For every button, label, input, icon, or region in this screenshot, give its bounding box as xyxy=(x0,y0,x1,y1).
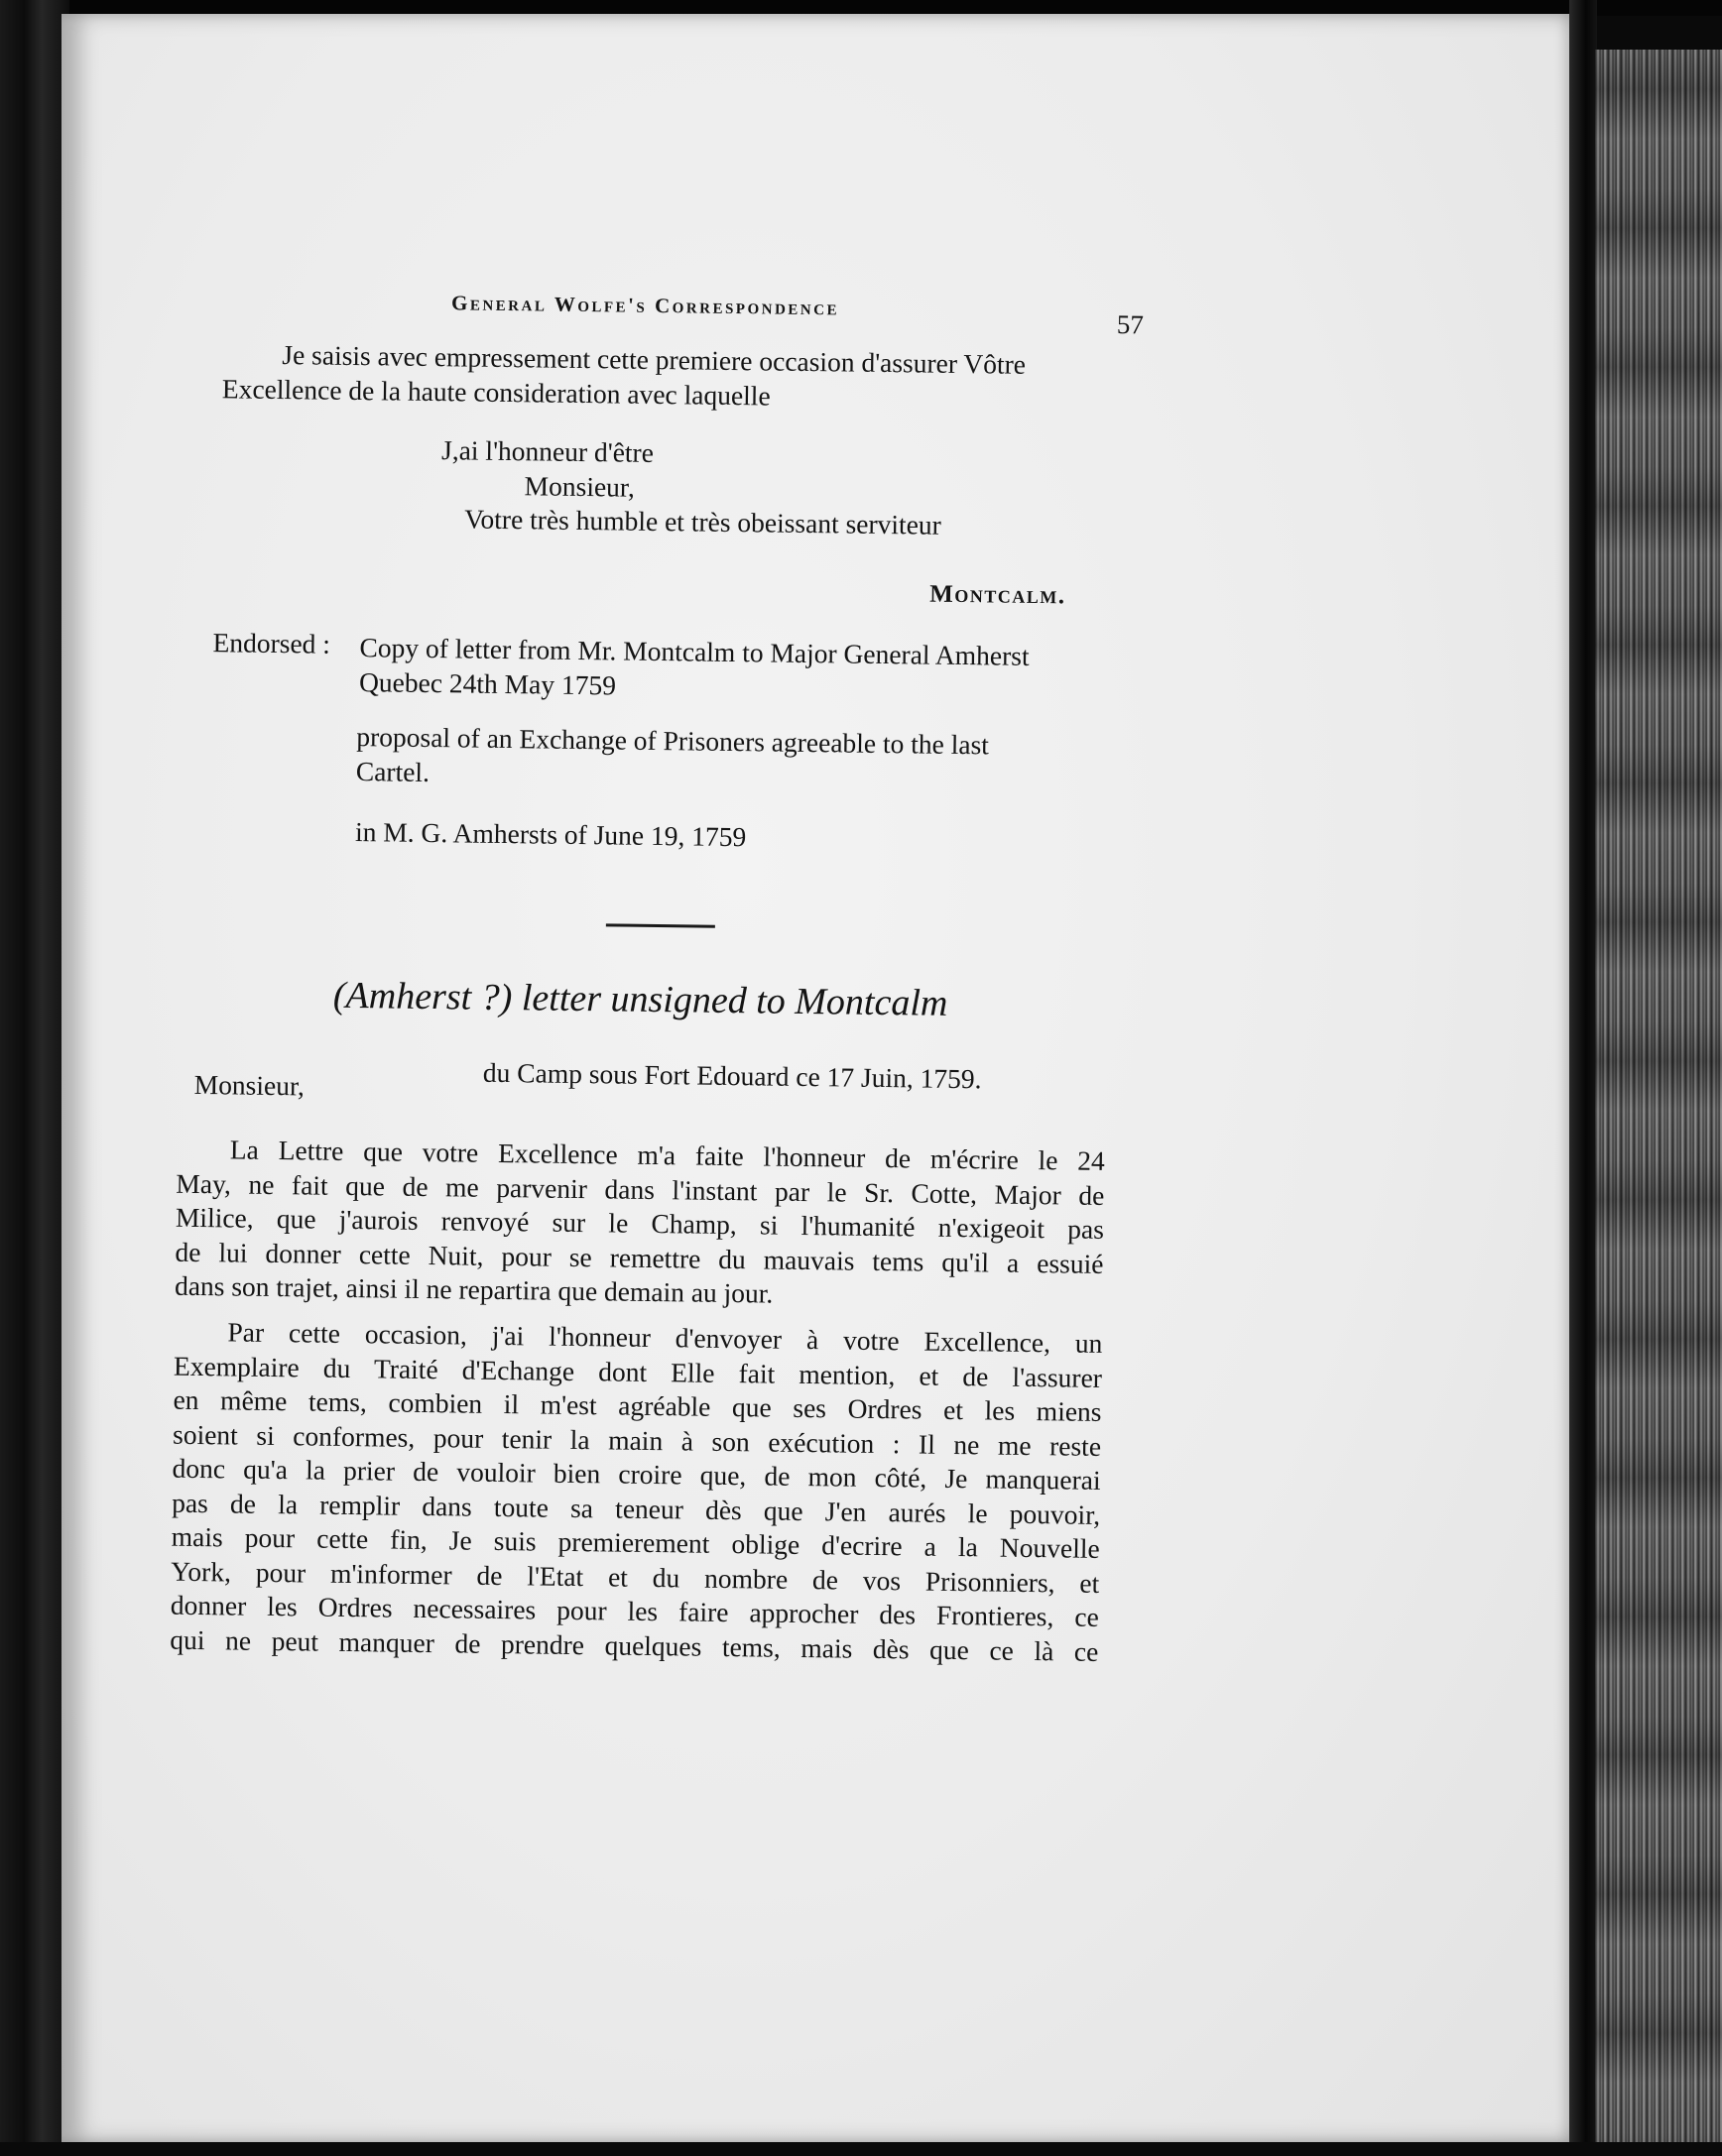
section-divider xyxy=(606,923,715,927)
endorsement-line: Copy of letter from Mr. Montcalm to Major General Amherst xyxy=(359,632,1030,671)
body-paragraph-1 xyxy=(175,1133,1105,1316)
body-line: La Lettre que votre Excellence m'a faite l'honneur de m'écrire le 24 xyxy=(229,1134,1106,1176)
body-line: soient si conformes, pour tenir la main à son exécution : Il ne me reste xyxy=(172,1418,1102,1462)
body-line: en même tems, combien il m'est agréable que ses Ordres et les miens xyxy=(173,1383,1102,1427)
closing-paragraph xyxy=(222,337,1146,418)
closing-formula-line: Votre très humble et très obeissant serviteur xyxy=(464,503,942,540)
body-line: donc qu'a la prier de vouloir bien croire que, de mon côté, Je manquerai xyxy=(172,1452,1101,1496)
endorsement-line: proposal of an Exchange of Prisoners agreeable to the last xyxy=(356,721,990,761)
endorsement-line: in M. G. Amhersts of June 19, 1759 xyxy=(354,816,747,853)
body-line: Milice, que j'aurois renvoyé sur le Champ, si l'humanité n'exigeoit pas xyxy=(175,1201,1105,1245)
closing-paragraph-line: Excellence de la haute consideration avec laquelle xyxy=(221,372,771,411)
endorsement-reference xyxy=(355,815,747,855)
page-number: 57 xyxy=(1116,309,1145,340)
body-line: de lui donner cette Nuit, pour se remettre du mauvais tems qu'il a essuié xyxy=(175,1236,1104,1279)
closing-formula-line: Monsieur, xyxy=(524,469,636,503)
endorsement-line: Cartel. xyxy=(355,755,430,787)
dateline: du Camp sous Fort Edouard ce 17 Juin, 1759. xyxy=(482,1056,982,1095)
body-line: qui ne peut manquer de prendre quelques tems, mais dès que ce là ce xyxy=(170,1623,1099,1667)
body-line: Exemplaire du Traité d'Echange dont Elle fait mention, et de l'assurer xyxy=(173,1350,1103,1393)
endorsement-line: Quebec 24th May 1759 xyxy=(358,665,617,700)
body-line: mais pour cette fin, Je suis premierement oblige d'ecrire a la Nouvelle xyxy=(171,1520,1100,1564)
body-line: pas de la remplir dans toute sa teneur dès que J'en aurés le pouvoir, xyxy=(172,1487,1101,1530)
body-line: dans son trajet, ainsi il ne repartira que demain au jour. xyxy=(174,1269,774,1309)
section-heading: (Amherst ?) letter unsigned to Montcalm xyxy=(332,974,948,1024)
salutation: Monsieur, xyxy=(193,1068,306,1102)
closing-paragraph-line: Je saisis avec empressement cette premiere occasion d'assurer Vôtre xyxy=(282,339,1027,380)
body-line: donner les Ordres necessaires pour les faire approcher des Frontieres, ce xyxy=(170,1589,1099,1632)
body-line: Par cette occasion, j'ai l'honneur d'envoyer à votre Excellence, un xyxy=(227,1316,1103,1359)
body-line: May, ne fait que de me parvenir dans l'instant par le Sr. Cotte, Major de xyxy=(176,1167,1105,1211)
signature: Montcalm. xyxy=(929,580,1066,610)
closing-formula xyxy=(440,433,942,542)
endorsed-label: Endorsed : xyxy=(212,627,331,659)
closing-formula-line: J,ai l'honneur d'être xyxy=(440,434,655,468)
endorsement-text xyxy=(359,631,1030,708)
running-head: General Wolfe's Correspondence xyxy=(450,291,840,320)
body-line: York, pour m'informer de l'Etat et du nombre de vos Prisonniers, et xyxy=(171,1555,1100,1599)
body-paragraph-2 xyxy=(170,1315,1102,1669)
endorsement-note xyxy=(356,720,989,796)
